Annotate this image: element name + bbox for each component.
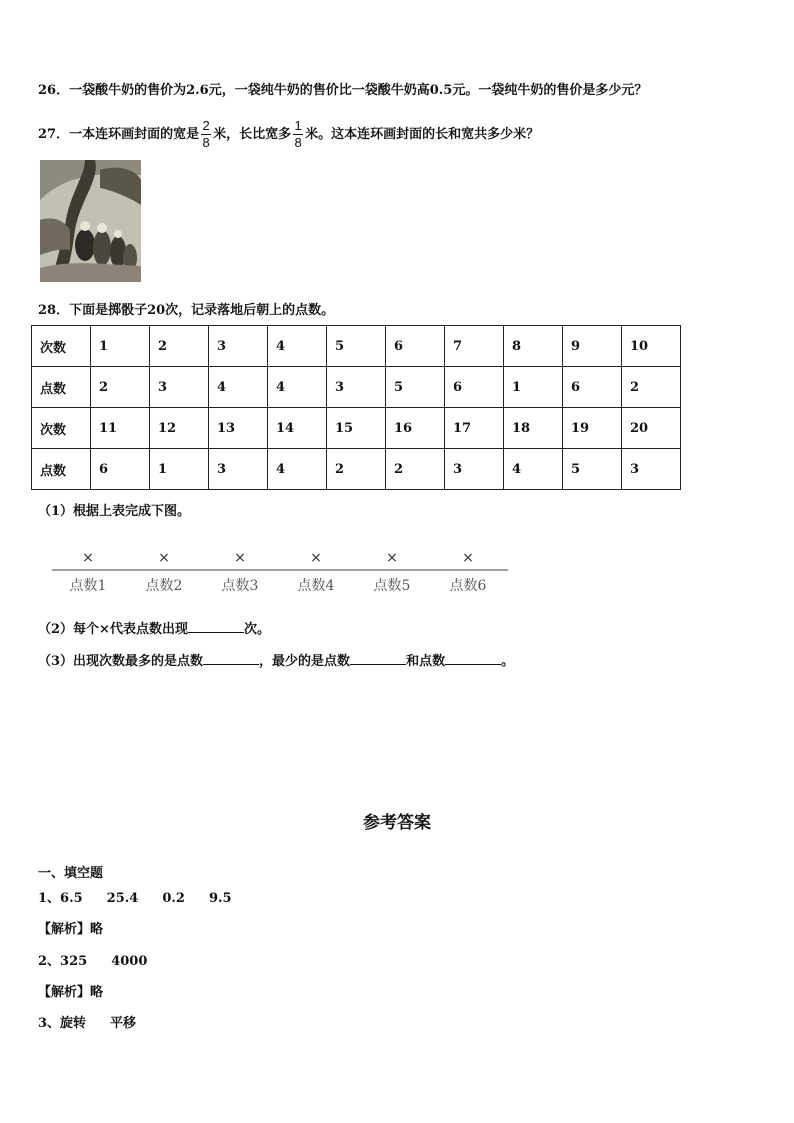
table-cell: 5	[563, 449, 622, 490]
blank-times[interactable]	[188, 620, 244, 633]
table-cell: 1	[504, 367, 563, 408]
table-cell: 4	[268, 367, 327, 408]
question-28-title: 28．下面是掷骰子20次，记录落地后朝上的点数。	[38, 303, 335, 318]
table-cell: 4	[268, 449, 327, 490]
row-label: 次数	[32, 408, 91, 449]
blank-least-1[interactable]	[350, 652, 406, 665]
dot-plot-axis	[50, 548, 510, 598]
table-cell: 3	[327, 367, 386, 408]
x-mark: ×	[386, 550, 398, 566]
question-27	[38, 118, 539, 151]
table-cell: 18	[504, 408, 563, 449]
x-mark: ×	[158, 550, 170, 566]
row-label: 次数	[32, 326, 91, 367]
x-mark: ×	[234, 550, 246, 566]
q27-prefix: 27．一本连环画封面的宽是	[38, 127, 200, 142]
table-cell: 5	[327, 326, 386, 367]
table-row-points-2	[32, 449, 681, 490]
table-cell: 6	[91, 449, 150, 490]
table-cell: 5	[386, 367, 445, 408]
answers-title: 参考答案	[363, 813, 431, 833]
table-cell: 10	[622, 326, 681, 367]
table-cell: 2	[91, 367, 150, 408]
question-26: 26．一袋酸牛奶的售价为2.6元，一袋纯牛奶的售价比一袋酸牛奶高0.5元。一袋纯牛奶的售价是多少元？	[38, 83, 648, 98]
table-cell: 4	[504, 449, 563, 490]
table-cell: 3	[150, 367, 209, 408]
q28-sub3: （3）出现次数最多的是点数 ，最少的是点数 和点数 。	[38, 654, 515, 669]
x-mark: ×	[462, 550, 474, 566]
table-cell: 9	[563, 326, 622, 367]
table-cell: 6	[445, 367, 504, 408]
analysis-2: 【解析】略	[38, 985, 104, 1000]
table-cell: 17	[445, 408, 504, 449]
axis-label-point-3: 点数3	[221, 578, 259, 594]
blank-least-2[interactable]	[445, 652, 501, 665]
table-cell: 12	[150, 408, 209, 449]
q28-sub2: （2）每个×代表点数出现 次。	[38, 622, 270, 637]
table-cell: 2	[386, 449, 445, 490]
fraction-1-8: $\frac{1}{8}$	[294, 118, 302, 150]
table-cell: 3	[622, 449, 681, 490]
table-cell: 6	[386, 326, 445, 367]
blank-most[interactable]	[203, 652, 259, 665]
table-cell: 1	[150, 449, 209, 490]
axis-label-point-5: 点数5	[373, 578, 411, 594]
x-mark: ×	[82, 550, 94, 566]
table-cell: 3	[445, 449, 504, 490]
row-label: 点数	[32, 367, 91, 408]
analysis-1: 【解析】略	[38, 922, 104, 937]
table-cell: 16	[386, 408, 445, 449]
answer-1: 1、6.5 25.4 0.2 9.5	[38, 891, 232, 906]
table-cell: 6	[563, 367, 622, 408]
axis-label-point-1: 点数1	[69, 578, 107, 594]
table-cell: 2	[150, 326, 209, 367]
q27-mid: 米，长比宽多	[213, 127, 292, 142]
q28-sub1: （1）根据上表完成下图。	[38, 504, 191, 519]
x-mark: ×	[310, 550, 322, 566]
axis-label-point-6: 点数6	[449, 578, 487, 594]
table-cell: 4	[268, 326, 327, 367]
q27-suffix: 米。这本连环画封面的长和宽共多少米？	[305, 127, 540, 142]
table-cell: 15	[327, 408, 386, 449]
table-cell: 8	[504, 326, 563, 367]
table-cell: 20	[622, 408, 681, 449]
table-cell: 3	[209, 449, 268, 490]
table-cell: 13	[209, 408, 268, 449]
dice-record-table	[31, 325, 681, 490]
table-cell: 2	[622, 367, 681, 408]
table-row-times-1	[32, 326, 681, 367]
axis-label-point-2: 点数2	[145, 578, 183, 594]
answer-3: 3、旋转 平移	[38, 1016, 137, 1031]
table-cell: 1	[91, 326, 150, 367]
table-row-times-2	[32, 408, 681, 449]
axis-label-point-4: 点数4	[297, 578, 335, 594]
table-cell: 19	[563, 408, 622, 449]
table-cell: 7	[445, 326, 504, 367]
table-row-points-1	[32, 367, 681, 408]
table-cell: 11	[91, 408, 150, 449]
answer-2: 2、325 4000	[38, 954, 148, 969]
row-label: 点数	[32, 449, 91, 490]
answers-section-heading: 一、填空题	[38, 866, 104, 881]
comic-cover-illustration	[40, 160, 141, 282]
fraction-2-8: $\frac{2}{8}$	[202, 118, 210, 150]
table-cell: 4	[209, 367, 268, 408]
table-cell: 2	[327, 449, 386, 490]
table-cell: 14	[268, 408, 327, 449]
table-cell: 3	[209, 326, 268, 367]
